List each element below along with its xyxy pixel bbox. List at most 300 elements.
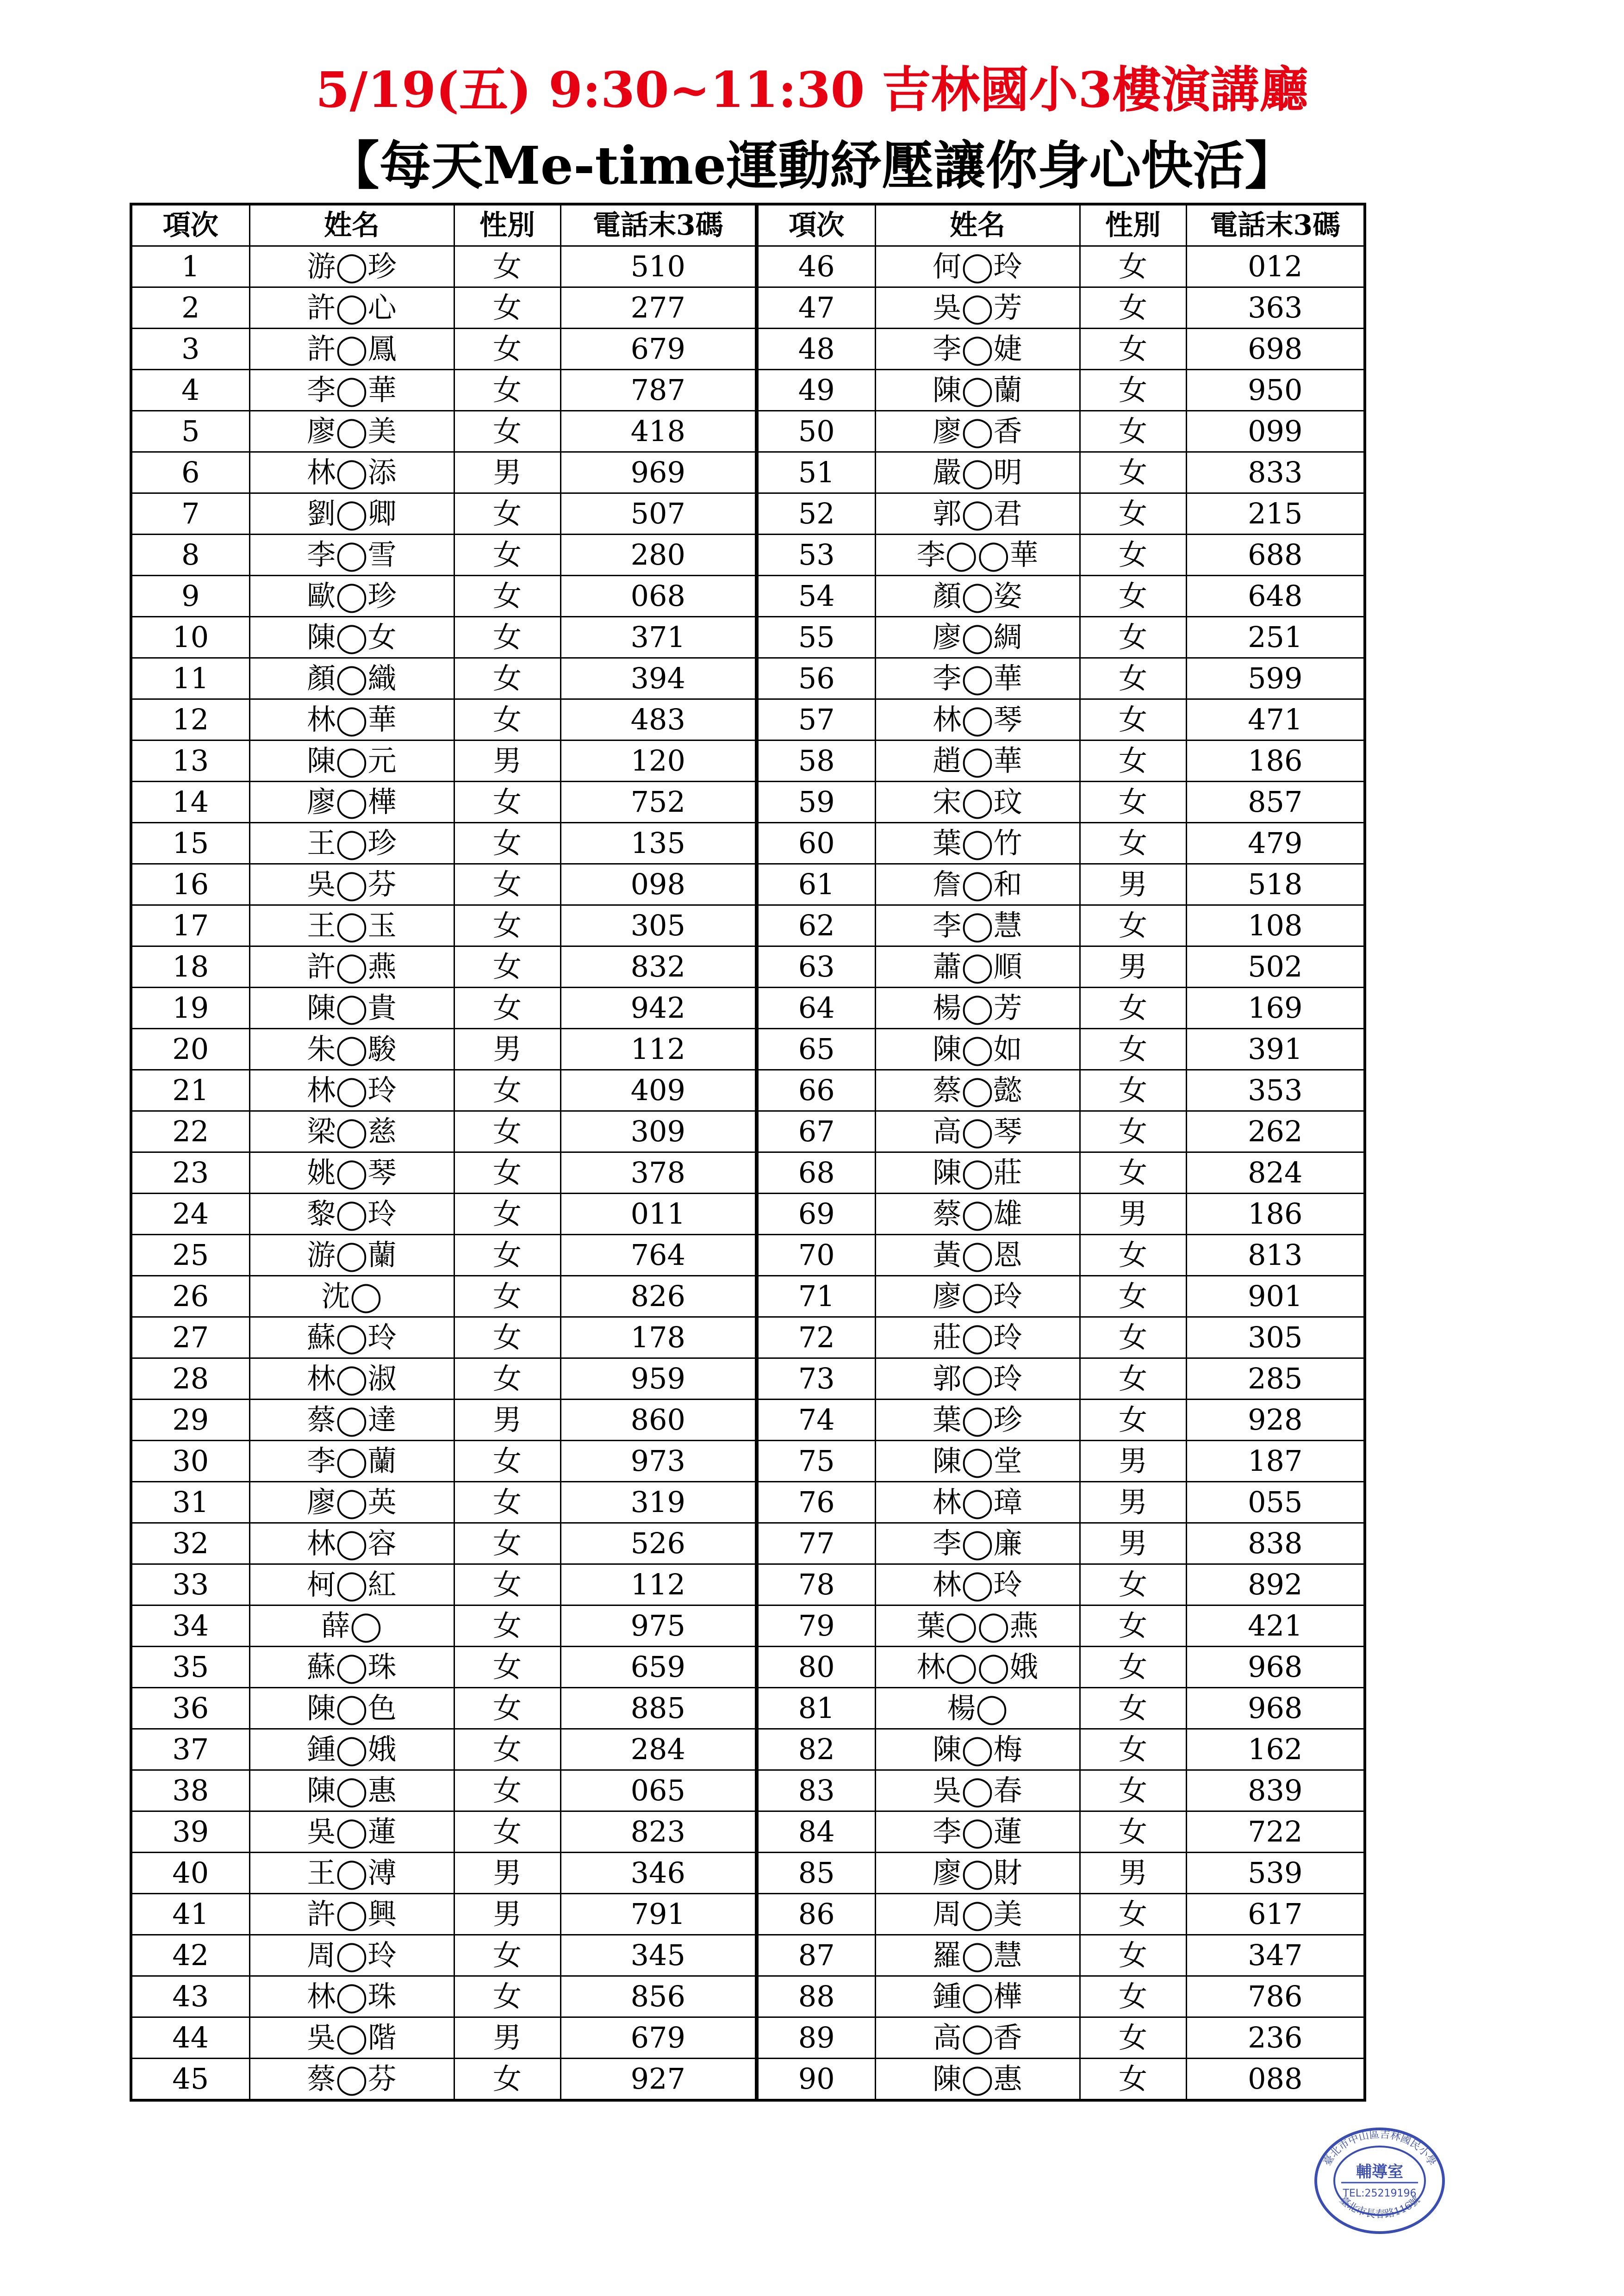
- cell-name: 吳◯芳: [875, 287, 1080, 329]
- cell-phone: 813: [1186, 1235, 1365, 1276]
- cell-gender: 女: [1080, 329, 1186, 370]
- cell-name: 鍾◯娥: [249, 1729, 454, 1770]
- cell-index: 60: [757, 823, 875, 864]
- header-index: 項次: [131, 204, 249, 246]
- cell-gender: 女: [454, 1564, 560, 1605]
- cell-name: 李◯華: [875, 658, 1080, 699]
- cell-name: 宋◯玟: [875, 782, 1080, 823]
- table-row: [131, 1317, 1365, 1358]
- cell-phone: 371: [560, 617, 757, 658]
- cell-name: 陳◯惠: [249, 1770, 454, 1811]
- cell-name: 趙◯華: [875, 740, 1080, 782]
- table-row: [131, 699, 1365, 740]
- cell-name: 顏◯姿: [875, 576, 1080, 617]
- cell-index: 85: [757, 1853, 875, 1894]
- table-row: [131, 864, 1365, 905]
- cell-phone: 186: [1186, 740, 1365, 782]
- cell-index: 16: [131, 864, 249, 905]
- cell-gender: 女: [454, 1935, 560, 1976]
- cell-index: 83: [757, 1770, 875, 1811]
- cell-name: 吳◯芬: [249, 864, 454, 905]
- cell-index: 11: [131, 658, 249, 699]
- cell-name: 歐◯珍: [249, 576, 454, 617]
- cell-phone: 186: [1186, 1194, 1365, 1235]
- cell-phone: 098: [560, 864, 757, 905]
- cell-name: 郭◯玲: [875, 1358, 1080, 1400]
- cell-phone: 187: [1186, 1441, 1365, 1482]
- cell-index: 89: [757, 2017, 875, 2059]
- cell-gender: 男: [454, 1029, 560, 1070]
- cell-name: 林◯珠: [249, 1976, 454, 2017]
- cell-phone: 251: [1186, 617, 1365, 658]
- cell-gender: 女: [454, 1317, 560, 1358]
- cell-name: 林◯玲: [249, 1070, 454, 1111]
- cell-phone: 347: [1186, 1935, 1365, 1976]
- cell-gender: 女: [1080, 576, 1186, 617]
- cell-index: 55: [757, 617, 875, 658]
- cell-name: 楊◯芳: [875, 988, 1080, 1029]
- cell-name: 葉◯◯燕: [875, 1605, 1080, 1647]
- cell-gender: 女: [454, 1482, 560, 1523]
- cell-gender: 女: [454, 576, 560, 617]
- cell-index: 80: [757, 1647, 875, 1688]
- cell-index: 90: [757, 2059, 875, 2101]
- cell-gender: 男: [454, 2017, 560, 2059]
- cell-index: 21: [131, 1070, 249, 1111]
- cell-phone: 135: [560, 823, 757, 864]
- cell-name: 周◯美: [875, 1894, 1080, 1935]
- cell-gender: 女: [454, 1194, 560, 1235]
- cell-index: 36: [131, 1688, 249, 1729]
- table-row: [131, 1729, 1365, 1770]
- cell-gender: 男: [1080, 946, 1186, 988]
- cell-phone: 648: [1186, 576, 1365, 617]
- cell-index: 14: [131, 782, 249, 823]
- cell-name: 黃◯恩: [875, 1235, 1080, 1276]
- cell-index: 58: [757, 740, 875, 782]
- cell-index: 41: [131, 1894, 249, 1935]
- cell-phone: 353: [1186, 1070, 1365, 1111]
- cell-name: 王◯溥: [249, 1853, 454, 1894]
- cell-name: 李◯◯華: [875, 535, 1080, 576]
- cell-name: 林◯璋: [875, 1482, 1080, 1523]
- cell-gender: 女: [454, 1441, 560, 1482]
- table-row: [131, 1194, 1365, 1235]
- seal-tel: TEL:25219196: [1343, 2188, 1417, 2199]
- cell-gender: 女: [454, 329, 560, 370]
- cell-index: 18: [131, 946, 249, 988]
- cell-phone: 483: [560, 699, 757, 740]
- cell-phone: 838: [1186, 1523, 1365, 1564]
- cell-index: 42: [131, 1935, 249, 1976]
- cell-name: 李◯華: [249, 370, 454, 411]
- cell-name: 姚◯琴: [249, 1152, 454, 1194]
- cell-gender: 女: [454, 1276, 560, 1317]
- cell-index: 29: [131, 1400, 249, 1441]
- cell-name: 陳◯色: [249, 1688, 454, 1729]
- cell-phone: 502: [1186, 946, 1365, 988]
- cell-gender: 男: [454, 1400, 560, 1441]
- table-row: [131, 1358, 1365, 1400]
- cell-gender: 女: [454, 246, 560, 287]
- cell-gender: 女: [1080, 1770, 1186, 1811]
- cell-gender: 女: [1080, 287, 1186, 329]
- cell-index: 71: [757, 1276, 875, 1317]
- table-row: [131, 1853, 1365, 1894]
- cell-phone: 112: [560, 1029, 757, 1070]
- cell-phone: 688: [1186, 535, 1365, 576]
- cell-name: 葉◯珍: [875, 1400, 1080, 1441]
- cell-gender: 女: [1080, 370, 1186, 411]
- cell-phone: 823: [560, 1811, 757, 1853]
- cell-phone: 752: [560, 782, 757, 823]
- table-row: [131, 411, 1365, 452]
- cell-name: 李◯慧: [875, 905, 1080, 946]
- cell-index: 61: [757, 864, 875, 905]
- table-row: [131, 1523, 1365, 1564]
- cell-phone: 345: [560, 1935, 757, 1976]
- cell-gender: 女: [454, 823, 560, 864]
- cell-name: 劉◯卿: [249, 493, 454, 535]
- cell-name: 林◯淑: [249, 1358, 454, 1400]
- header-gender: 性別: [454, 204, 560, 246]
- cell-phone: 280: [560, 535, 757, 576]
- cell-name: 陳◯蘭: [875, 370, 1080, 411]
- cell-gender: 女: [1080, 535, 1186, 576]
- cell-phone: 928: [1186, 1400, 1365, 1441]
- table-header-row: [131, 204, 1365, 246]
- cell-phone: 011: [560, 1194, 757, 1235]
- cell-gender: 女: [1080, 1235, 1186, 1276]
- cell-name: 羅◯慧: [875, 1935, 1080, 1976]
- cell-phone: 860: [560, 1400, 757, 1441]
- cell-gender: 男: [454, 452, 560, 493]
- cell-index: 22: [131, 1111, 249, 1152]
- table-row: [131, 1111, 1365, 1152]
- cell-gender: 女: [1080, 1152, 1186, 1194]
- cell-name: 廖◯美: [249, 411, 454, 452]
- cell-gender: 男: [1080, 1441, 1186, 1482]
- cell-phone: 973: [560, 1441, 757, 1482]
- cell-gender: 女: [1080, 782, 1186, 823]
- cell-index: 86: [757, 1894, 875, 1935]
- cell-index: 54: [757, 576, 875, 617]
- table-row: [131, 576, 1365, 617]
- cell-index: 73: [757, 1358, 875, 1400]
- cell-phone: 277: [560, 287, 757, 329]
- cell-gender: 女: [454, 1976, 560, 2017]
- table-row: [131, 905, 1365, 946]
- cell-gender: 女: [454, 1152, 560, 1194]
- cell-index: 74: [757, 1400, 875, 1441]
- cell-gender: 女: [454, 905, 560, 946]
- cell-index: 30: [131, 1441, 249, 1482]
- cell-gender: 女: [1080, 699, 1186, 740]
- cell-gender: 女: [1080, 246, 1186, 287]
- cell-name: 朱◯駿: [249, 1029, 454, 1070]
- header-name: 姓名: [875, 204, 1080, 246]
- cell-phone: 510: [560, 246, 757, 287]
- table-body: [131, 246, 1365, 2101]
- cell-index: 63: [757, 946, 875, 988]
- cell-name: 蔡◯懿: [875, 1070, 1080, 1111]
- cell-name: 陳◯如: [875, 1029, 1080, 1070]
- cell-index: 72: [757, 1317, 875, 1358]
- cell-name: 高◯香: [875, 2017, 1080, 2059]
- cell-phone: 262: [1186, 1111, 1365, 1152]
- cell-name: 沈◯: [249, 1276, 454, 1317]
- cell-name: 游◯珍: [249, 246, 454, 287]
- cell-gender: 女: [1080, 1400, 1186, 1441]
- cell-index: 88: [757, 1976, 875, 2017]
- cell-phone: 346: [560, 1853, 757, 1894]
- cell-phone: 679: [560, 329, 757, 370]
- cell-name: 陳◯梅: [875, 1729, 1080, 1770]
- cell-index: 69: [757, 1194, 875, 1235]
- cell-gender: 男: [1080, 1853, 1186, 1894]
- cell-index: 87: [757, 1935, 875, 1976]
- cell-index: 25: [131, 1235, 249, 1276]
- cell-gender: 女: [454, 1729, 560, 1770]
- cell-index: 28: [131, 1358, 249, 1400]
- cell-name: 吳◯蓮: [249, 1811, 454, 1853]
- table-row: [131, 2017, 1365, 2059]
- cell-phone: 968: [1186, 1647, 1365, 1688]
- table-row: [131, 1564, 1365, 1605]
- table-row: [131, 1688, 1365, 1729]
- cell-name: 李◯婕: [875, 329, 1080, 370]
- cell-phone: 617: [1186, 1894, 1365, 1935]
- cell-name: 林◯容: [249, 1523, 454, 1564]
- cell-phone: 833: [1186, 452, 1365, 493]
- cell-name: 郭◯君: [875, 493, 1080, 535]
- cell-gender: 女: [454, 1647, 560, 1688]
- cell-name: 王◯玉: [249, 905, 454, 946]
- table-row: [131, 1647, 1365, 1688]
- cell-phone: 969: [560, 452, 757, 493]
- table-row: [131, 740, 1365, 782]
- cell-name: 李◯廉: [875, 1523, 1080, 1564]
- cell-name: 蘇◯珠: [249, 1647, 454, 1688]
- table-row: [131, 1276, 1365, 1317]
- cell-phone: 305: [1186, 1317, 1365, 1358]
- cell-index: 26: [131, 1276, 249, 1317]
- cell-gender: 女: [1080, 988, 1186, 1029]
- cell-gender: 女: [1080, 1894, 1186, 1935]
- table-row: [131, 535, 1365, 576]
- cell-gender: 女: [1080, 1976, 1186, 2017]
- table-row: [131, 246, 1365, 287]
- cell-name: 陳◯堂: [875, 1441, 1080, 1482]
- cell-index: 3: [131, 329, 249, 370]
- cell-phone: 236: [1186, 2017, 1365, 2059]
- cell-name: 周◯玲: [249, 1935, 454, 1976]
- table-row: [131, 1441, 1365, 1482]
- cell-gender: 女: [454, 617, 560, 658]
- cell-phone: 832: [560, 946, 757, 988]
- cell-phone: 088: [1186, 2059, 1365, 2101]
- cell-index: 6: [131, 452, 249, 493]
- table-row: [131, 329, 1365, 370]
- cell-name: 林◯琴: [875, 699, 1080, 740]
- cell-name: 林◯添: [249, 452, 454, 493]
- cell-gender: 女: [454, 411, 560, 452]
- cell-index: 52: [757, 493, 875, 535]
- cell-gender: 女: [454, 287, 560, 329]
- table-row: [131, 1482, 1365, 1523]
- cell-gender: 男: [454, 1853, 560, 1894]
- cell-index: 34: [131, 1605, 249, 1647]
- table-row: [131, 493, 1365, 535]
- seal-address: 臺北市長春路116號: [1337, 2194, 1423, 2221]
- cell-name: 陳◯女: [249, 617, 454, 658]
- table-row: [131, 1770, 1365, 1811]
- cell-name: 黎◯玲: [249, 1194, 454, 1235]
- cell-gender: 女: [1080, 1564, 1186, 1605]
- cell-index: 82: [757, 1729, 875, 1770]
- cell-index: 62: [757, 905, 875, 946]
- cell-phone: 285: [1186, 1358, 1365, 1400]
- cell-index: 27: [131, 1317, 249, 1358]
- cell-index: 67: [757, 1111, 875, 1152]
- cell-index: 35: [131, 1647, 249, 1688]
- table-row: [131, 287, 1365, 329]
- header-phone: 電話末3碼: [1186, 204, 1365, 246]
- cell-name: 陳◯貴: [249, 988, 454, 1029]
- cell-gender: 女: [1080, 1029, 1186, 1070]
- cell-phone: 012: [1186, 246, 1365, 287]
- cell-name: 蘇◯玲: [249, 1317, 454, 1358]
- cell-gender: 女: [454, 1235, 560, 1276]
- cell-phone: 892: [1186, 1564, 1365, 1605]
- cell-name: 許◯興: [249, 1894, 454, 1935]
- cell-index: 19: [131, 988, 249, 1029]
- table-row: [131, 2059, 1365, 2101]
- cell-phone: 856: [560, 1976, 757, 2017]
- cell-gender: 女: [454, 1358, 560, 1400]
- cell-phone: 363: [1186, 287, 1365, 329]
- cell-gender: 男: [454, 740, 560, 782]
- cell-index: 51: [757, 452, 875, 493]
- table-row: [131, 658, 1365, 699]
- cell-phone: 857: [1186, 782, 1365, 823]
- cell-name: 林◯玲: [875, 1564, 1080, 1605]
- table-row: [131, 1400, 1365, 1441]
- cell-name: 蔡◯芬: [249, 2059, 454, 2101]
- cell-gender: 女: [454, 1605, 560, 1647]
- cell-index: 12: [131, 699, 249, 740]
- cell-name: 廖◯香: [875, 411, 1080, 452]
- cell-name: 蔡◯達: [249, 1400, 454, 1441]
- cell-name: 許◯心: [249, 287, 454, 329]
- cell-name: 李◯蘭: [249, 1441, 454, 1482]
- cell-phone: 839: [1186, 1770, 1365, 1811]
- cell-index: 75: [757, 1441, 875, 1482]
- cell-index: 1: [131, 246, 249, 287]
- cell-phone: 518: [1186, 864, 1365, 905]
- cell-name: 顏◯織: [249, 658, 454, 699]
- cell-name: 吳◯春: [875, 1770, 1080, 1811]
- cell-name: 陳◯惠: [875, 2059, 1080, 2101]
- table-row: [131, 988, 1365, 1029]
- cell-phone: 698: [1186, 329, 1365, 370]
- cell-gender: 男: [1080, 1523, 1186, 1564]
- cell-index: 66: [757, 1070, 875, 1111]
- cell-index: 70: [757, 1235, 875, 1276]
- cell-index: 8: [131, 535, 249, 576]
- cell-name: 游◯蘭: [249, 1235, 454, 1276]
- cell-phone: 394: [560, 658, 757, 699]
- cell-name: 葉◯竹: [875, 823, 1080, 864]
- cell-gender: 女: [454, 699, 560, 740]
- cell-index: 32: [131, 1523, 249, 1564]
- cell-phone: 786: [1186, 1976, 1365, 2017]
- cell-phone: 169: [1186, 988, 1365, 1029]
- table-row: [131, 1811, 1365, 1853]
- table-row: [131, 1605, 1365, 1647]
- cell-index: 20: [131, 1029, 249, 1070]
- cell-gender: 女: [1080, 1935, 1186, 1976]
- cell-index: 53: [757, 535, 875, 576]
- cell-phone: 791: [560, 1894, 757, 1935]
- cell-index: 5: [131, 411, 249, 452]
- cell-name: 詹◯和: [875, 864, 1080, 905]
- cell-gender: 女: [1080, 658, 1186, 699]
- cell-gender: 女: [1080, 2017, 1186, 2059]
- seal-org: 臺北市中山區吉林國民小學: [1321, 2128, 1438, 2168]
- cell-index: 38: [131, 1770, 249, 1811]
- cell-index: 81: [757, 1688, 875, 1729]
- cell-phone: 418: [560, 411, 757, 452]
- table-row: [131, 1070, 1365, 1111]
- cell-gender: 女: [1080, 452, 1186, 493]
- cell-gender: 女: [454, 1523, 560, 1564]
- cell-name: 陳◯元: [249, 740, 454, 782]
- cell-phone: 178: [560, 1317, 757, 1358]
- cell-index: 45: [131, 2059, 249, 2101]
- cell-gender: 男: [1080, 1482, 1186, 1523]
- cell-gender: 女: [454, 946, 560, 988]
- participant-table: [130, 203, 1366, 2102]
- event-subtitle: 【每天Me-time運動紓壓讓你身心快活】: [327, 136, 1297, 196]
- cell-index: 78: [757, 1564, 875, 1605]
- cell-index: 17: [131, 905, 249, 946]
- cell-gender: 女: [1080, 617, 1186, 658]
- cell-gender: 女: [1080, 493, 1186, 535]
- cell-gender: 女: [1080, 1647, 1186, 1688]
- cell-phone: 927: [560, 2059, 757, 2101]
- cell-index: 44: [131, 2017, 249, 2059]
- cell-name: 薛◯: [249, 1605, 454, 1647]
- cell-gender: 女: [1080, 905, 1186, 946]
- cell-name: 吳◯階: [249, 2017, 454, 2059]
- cell-name: 廖◯玲: [875, 1276, 1080, 1317]
- cell-gender: 女: [1080, 1111, 1186, 1152]
- cell-index: 10: [131, 617, 249, 658]
- cell-phone: 959: [560, 1358, 757, 1400]
- cell-index: 47: [757, 287, 875, 329]
- cell-phone: 901: [1186, 1276, 1365, 1317]
- cell-index: 49: [757, 370, 875, 411]
- cell-index: 56: [757, 658, 875, 699]
- cell-index: 23: [131, 1152, 249, 1194]
- cell-phone: 471: [1186, 699, 1365, 740]
- cell-gender: 女: [454, 1811, 560, 1853]
- cell-gender: 女: [454, 1770, 560, 1811]
- cell-index: 46: [757, 246, 875, 287]
- cell-phone: 526: [560, 1523, 757, 1564]
- cell-gender: 女: [454, 1688, 560, 1729]
